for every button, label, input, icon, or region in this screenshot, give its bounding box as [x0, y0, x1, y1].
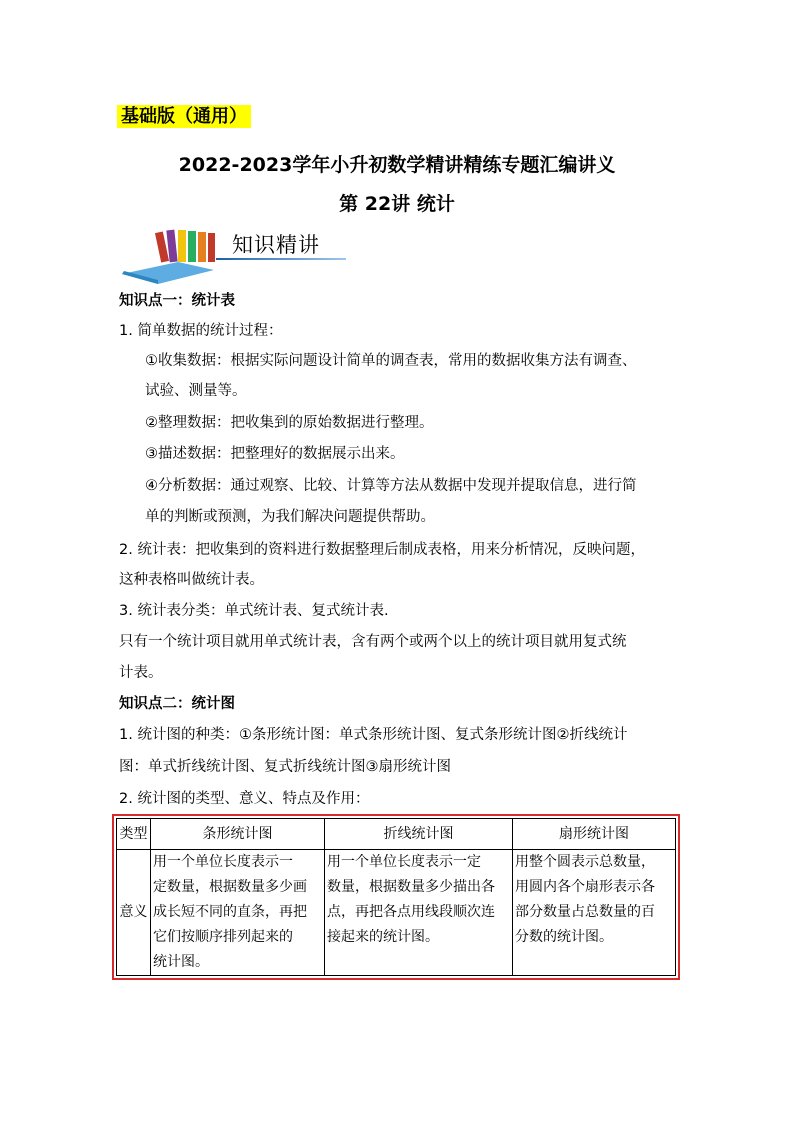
- cell-text-line: 它们按顺序排列起来的: [153, 929, 293, 945]
- text-line: ②整理数据：把收集到的原始数据进行整理。: [145, 415, 434, 431]
- line-chart-meaning-cell: [325, 850, 513, 976]
- cell-text-line: 接起来的统计图。: [327, 929, 439, 945]
- text-line: 图：单式折线统计图、复式折线统计图③扇形统计图: [119, 759, 451, 775]
- cell-text-line: 部分数量占总数量的百: [515, 904, 655, 920]
- text-line: 试验、测量等。: [145, 383, 247, 399]
- text-line: ③描述数据：把整理好的数据展示出来。: [145, 446, 405, 462]
- cell-text-line: 用一个单位长度表示一: [153, 854, 293, 870]
- text-line: 1. 简单数据的统计过程：: [119, 323, 283, 339]
- cell-text-line: 分数的统计图。: [515, 929, 613, 945]
- lecture-subtitle: 第 22讲 统计: [339, 193, 455, 215]
- table-header-cell: 折线统计图: [325, 819, 513, 850]
- text-line: 1. 统计图的种类：①条形统计图：单式条形统计图、复式条形统计图②折线统计: [119, 727, 628, 743]
- text-line: ①收集数据：根据实际问题设计简单的调查表，常用的数据收集方法有调查、: [145, 353, 637, 369]
- cell-text-line: 用圆内各个扇形表示各: [515, 879, 655, 895]
- edition-tag: 基础版（通用）: [117, 105, 251, 128]
- text-line: 3. 统计表分类：单式统计表、复式统计表.: [119, 603, 389, 619]
- cell-text-line: 统计图。: [153, 954, 209, 970]
- cell-text-line: 数量，根据数量多少描出各: [327, 879, 495, 895]
- table-header-cell: 扇形统计图: [513, 819, 676, 850]
- text-line: 这种表格叫做统计表。: [119, 572, 264, 588]
- row-label: 意义: [117, 850, 151, 976]
- text-line: 只有一个统计项目就用单式统计表，含有两个或两个以上的统计项目就用复式统: [119, 634, 627, 650]
- banner-label: 知识精讲: [232, 233, 320, 257]
- cell-text-line: 用一个单位长度表示一定: [327, 854, 481, 870]
- text-line: ④分析数据：通过观察、比较、计算等方法从数据中发现并提取信息，进行简: [145, 478, 637, 494]
- document-title: 2022-2023学年小升初数学精讲精练专题汇编讲义: [178, 154, 616, 176]
- table-header-cell: 类型: [117, 819, 151, 850]
- text-line: 2. 统计表：把收集到的资料进行数据整理后制成表格，用来分析情况，反映问题，: [119, 542, 645, 558]
- text-line: 2. 统计图的类型、意义、特点及作用：: [119, 791, 370, 807]
- section2-heading: 知识点二：统计图: [119, 696, 235, 712]
- cell-text-line: 点，再把各点用线段顺次连: [327, 904, 495, 920]
- bar-chart-meaning-cell: [151, 850, 325, 976]
- text-line: 单的判断或预测，为我们解决问题提供帮助。: [145, 509, 435, 525]
- table-header-cell: 条形统计图: [151, 819, 325, 850]
- cell-text-line: 用整个圆表示总数量，: [515, 854, 655, 870]
- cell-text-line: 定数量，根据数量多少画: [153, 879, 307, 895]
- pie-chart-meaning-cell: [513, 850, 676, 976]
- text-line: 计表。: [119, 665, 163, 681]
- chart-types-table: [116, 818, 676, 976]
- cell-text-line: 成长短不同的直条，再把: [153, 904, 307, 920]
- table-row: [117, 850, 676, 976]
- section1-heading: 知识点一：统计表: [119, 293, 235, 309]
- table-header-row: [117, 819, 676, 850]
